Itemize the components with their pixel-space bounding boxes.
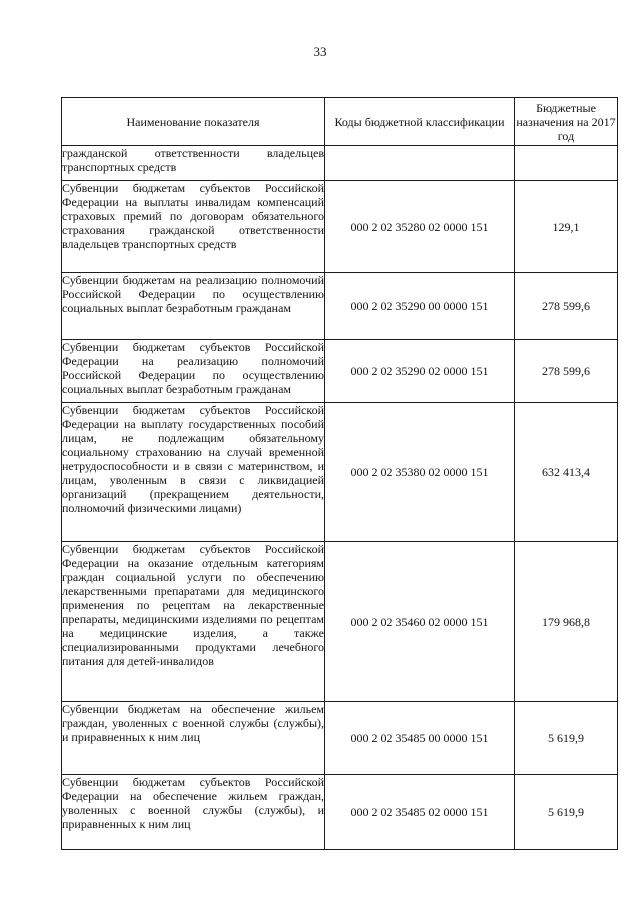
row-indicator-name: Субвенции бюджетам субъектов Российской Федерации на выплату государственных пособий лицам, не подлежащим обязательному социальному страхованию на случай временной нетрудоспособности и в связи с материнством, и лицам, уволенным в связи с ликвидацией организаций (прекращением деятельности, полномочий физическими лицами) <box>62 403 325 542</box>
table-row <box>62 542 618 702</box>
table-row <box>62 273 618 340</box>
row-classification-code: 000 2 02 35380 02 0000 151 <box>325 403 515 542</box>
row-indicator-name: Субвенции бюджетам субъектов Российской Федерации на обеспечение жильем граждан, уволенных с военной службы (службы), и приравненных к ним лиц <box>62 775 325 850</box>
row-budget-value: 5 619,9 <box>515 702 618 775</box>
table-row <box>62 340 618 403</box>
row-indicator-name: Субвенции бюджетам на обеспечение жильем граждан, уволенных с военной службы (службы), и приравненных к ним лиц <box>62 702 325 775</box>
table-row <box>62 146 618 181</box>
row-budget-value: 278 599,6 <box>515 273 618 340</box>
header-budget-allocations: Бюджетные назначения на 2017 год <box>515 98 618 146</box>
row-indicator-name: Субвенции бюджетам субъектов Российской Федерации на реализацию полномочий Российской Федерации по осуществлению социальных выплат безработным гражданам <box>62 340 325 403</box>
row-indicator-name: Субвенции бюджетам субъектов Российской Федерации на выплаты инвалидам компенсаций страховых премий по договорам обязательного страхования гражданской ответственности владельцев транспортных средств <box>62 181 325 273</box>
row-indicator-name: Субвенции бюджетам субъектов Российской Федерации на оказание отдельным категориям граждан социальной услуги по обеспечению лекарственными препаратами для медицинского применения по рецептам на лекарственные препараты, медицинскими изделиями по рецептам на медицинские изделия, а также специализированными продуктами лечебного питания для детей-инвалидов <box>62 542 325 702</box>
row-classification-code: 000 2 02 35290 00 0000 151 <box>325 273 515 340</box>
row-budget-value: 179 968,8 <box>515 542 618 702</box>
row-budget-value <box>515 146 618 181</box>
row-classification-code: 000 2 02 35485 02 0000 151 <box>325 775 515 850</box>
header-indicator-name: Наименование показателя <box>62 98 325 146</box>
header-classification-codes: Коды бюджетной классификации <box>325 98 515 146</box>
row-classification-code: 000 2 02 35460 02 0000 151 <box>325 542 515 702</box>
row-indicator-name: Субвенции бюджетам на реализацию полномочий Российской Федерации по осуществлению социальных выплат безработным гражданам <box>62 273 325 340</box>
row-classification-code <box>325 146 515 181</box>
table-row <box>62 403 618 542</box>
table-row <box>62 181 618 273</box>
row-classification-code: 000 2 02 35485 00 0000 151 <box>325 702 515 775</box>
table-header-row <box>62 98 618 146</box>
row-budget-value: 278 599,6 <box>515 340 618 403</box>
row-budget-value: 5 619,9 <box>515 775 618 850</box>
budget-table <box>61 97 618 850</box>
row-budget-value: 632 413,4 <box>515 403 618 542</box>
table-row <box>62 775 618 850</box>
row-classification-code: 000 2 02 35280 02 0000 151 <box>325 181 515 273</box>
table-row <box>62 702 618 775</box>
row-indicator-name: гражданской ответственности владельцев транспортных средств <box>62 146 325 181</box>
row-classification-code: 000 2 02 35290 02 0000 151 <box>325 340 515 403</box>
row-budget-value: 129,1 <box>515 181 618 273</box>
page-number: 33 <box>313 44 327 59</box>
